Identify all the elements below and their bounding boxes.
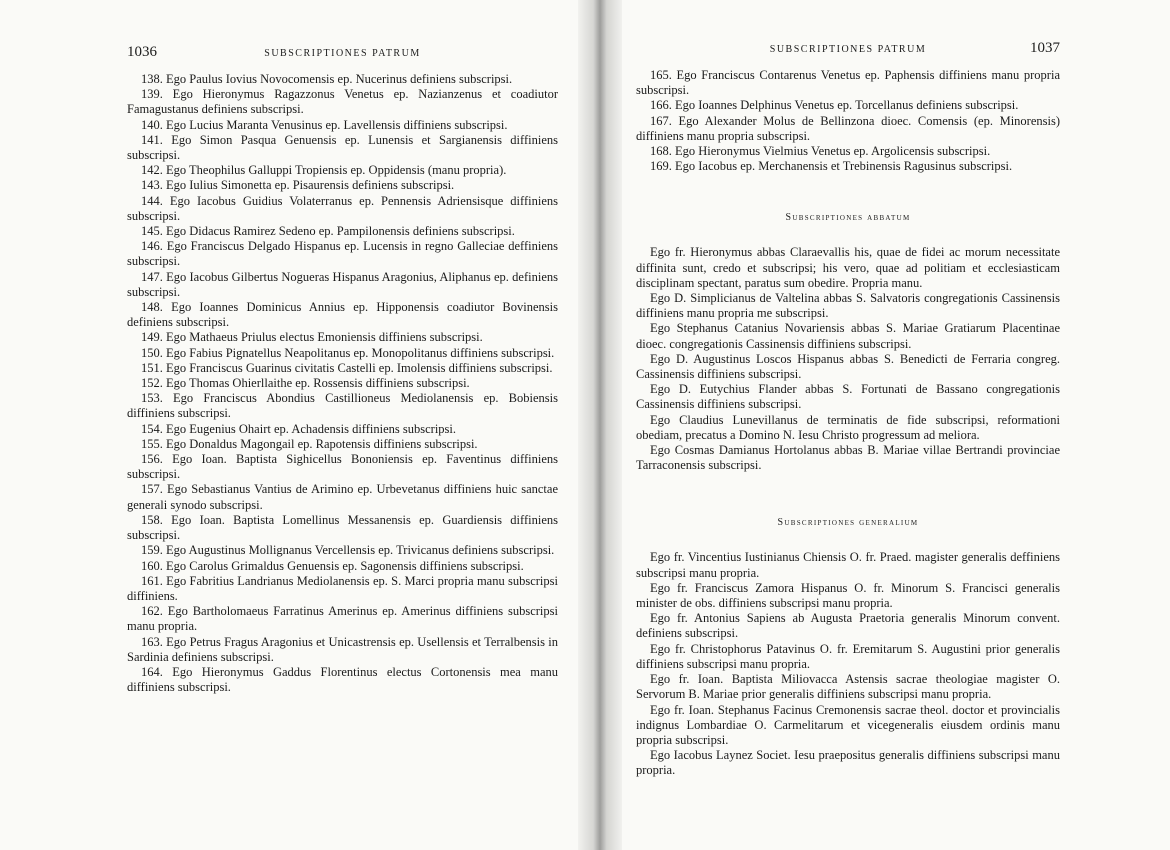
general-entry: Ego fr. Antonius Sapiens ab Augusta Praetoria generalis Minorum convent. definiens subscripsi. — [636, 611, 1060, 641]
right-entries — [636, 68, 1060, 174]
subscription-entry: 157. Ego Sebastianus Vantius de Arimino ep. Urbevetanus diffiniens huic sanctae generali synodo subscripsi. — [127, 482, 558, 512]
subscription-entry: 146. Ego Franciscus Delgado Hispanus ep. Lucensis in regno Galleciae deffiniens subscripsi. — [127, 239, 558, 269]
subscription-entry: 154. Ego Eugenius Ohairt ep. Achadensis diffiniens subscripsi. — [141, 421, 457, 436]
left-entries — [127, 72, 558, 695]
abbot-entry: Ego Stephanus Catanius Novariensis abbas S. Mariae Gratiarum Placentinae dioec. congregationis Cassinensis diffiniens subscripsi. — [636, 321, 1060, 351]
subscription-entry: 168. Ego Hieronymus Vielmius Venetus ep. Argolicensis subscripsi. — [650, 144, 991, 159]
right-page-header — [636, 40, 1060, 68]
subscription-entry: 156. Ego Ioan. Baptista Sighicellus Bononiensis ep. Faventinus diffiniens subscripsi. — [127, 452, 558, 482]
right-page — [620, 0, 1170, 850]
subscription-entry: 144. Ego Iacobus Guidius Volaterranus ep. Pennensis Adriensisque diffiniens subscripsi. — [127, 193, 558, 223]
subscription-entry: 142. Ego Theophilus Galluppi Tropiensis ep. Oppidensis (manu propria). — [141, 163, 507, 178]
subscription-entry: 159. Ego Augustinus Mollignanus Vercellensis ep. Trivicanus definiens subscripsi. — [141, 543, 555, 558]
abbot-entry: Ego Claudius Lunevillanus de terminatis de fide subscripsi, reformationi obediam, precatus a Domino N. Iesu Christo progressum ad meliora. — [636, 412, 1060, 442]
subscription-entry: 139. Ego Hieronymus Ragazzonus Venetus ep. Nazianzenus et coadiutor Famagustanus definiens subscripsi. — [127, 87, 558, 117]
general-entry: Ego fr. Christophorus Patavinus O. fr. Eremitarum S. Augustini prior generalis diffiniens subscripsi manu propria. — [636, 641, 1060, 671]
general-entry: Ego fr. Ioan. Baptista Miliovacca Astensis sacrae theologiae magister O. Servorum B. Mariae prior generalis diffiniens subscripsi manu propria. — [636, 672, 1060, 702]
subscription-entry: 166. Ego Ioannes Delphinus Venetus ep. Torcellanus definiens subscripsi. — [650, 98, 1019, 113]
subscription-entry: 145. Ego Didacus Ramirez Sedeno ep. Pampilonensis definiens subscripsi. — [141, 224, 515, 239]
generalium-entries — [636, 550, 1060, 778]
subscription-entry: 138. Ego Paulus Iovius Novocomensis ep. Nucerinus definiens subscripsi. — [141, 72, 513, 86]
subscription-entry: 148. Ego Ioannes Dominicus Annius ep. Hipponensis coadiutor Bovinensis definiens subscripsi. — [127, 300, 558, 330]
subscription-entry: 160. Ego Carolus Grimaldus Genuensis ep. Sagonensis diffiniens subscripsi. — [141, 558, 524, 573]
subscription-entry: 153. Ego Franciscus Abondius Castillioneus Mediolanensis ep. Bobiensis diffiniens subscripsi. — [127, 391, 558, 421]
subscription-entry: 169. Ego Iacobus ep. Merchanensis et Trebinensis Ragusinus subscripsi. — [650, 159, 1013, 174]
subscription-entry: 143. Ego Iulius Simonetta ep. Pisaurensis definiens subscripsi. — [141, 178, 455, 193]
subscription-entry: 140. Ego Lucius Maranta Venusinus ep. Lavellensis diffiniens subscripsi. — [141, 117, 508, 132]
abbot-entry: Ego D. Eutychius Flander abbas S. Fortunati de Bassano congregationis Cassinensis diffiniens subscripsi. — [636, 382, 1060, 412]
subscription-entry: 167. Ego Alexander Molus de Bellinzona dioec. Comensis (ep. Minorensis) diffiniens manu propria subscripsi. — [636, 113, 1060, 143]
abbot-entry: Ego D. Simplicianus de Valtelina abbas S. Salvatoris congregationis Cassinensis diffiniens manu propria me subscripsi. — [636, 291, 1060, 321]
subscription-entry: 162. Ego Bartholomaeus Farratinus Amerinus ep. Amerinus diffiniens subscripsi manu propria. — [127, 604, 558, 634]
subscription-entry: 155. Ego Donaldus Magongail ep. Rapotensis diffiniens subscripsi. — [141, 436, 478, 451]
abbot-entry: Ego fr. Hieronymus abbas Claraevallis his, quae de fidei ac morum necessitate diffinita sunt, credo et subscripsi; his vero, quae ad politiam et ecclesiasticam disciplinam spectant, paratus sum obedire. Propria manu. — [636, 245, 1060, 290]
subscription-entry: 151. Ego Franciscus Guarinus civitatis Castelli ep. Imolensis diffiniens subscripsi. — [141, 360, 553, 375]
subscription-entry: 165. Ego Franciscus Contarenus Venetus ep. Paphensis diffiniens manu propria subscripsi. — [636, 68, 1060, 98]
subscription-entry: 163. Ego Petrus Fragus Aragonius et Unicastrensis ep. Usellensis et Terralbensis in Sardinia definiens subscripsi. — [127, 634, 558, 664]
abbatum-entries — [636, 245, 1060, 473]
subscription-entry: 149. Ego Mathaeus Priulus electus Emoniensis diffiniens subscripsi. — [141, 330, 483, 345]
subscription-entry: 164. Ego Hieronymus Gaddus Florentinus electus Cortonensis mea manu diffiniens subscripsi. — [127, 664, 558, 695]
left-page-number: 1036 — [127, 44, 157, 60]
left-page-header — [127, 44, 558, 72]
right-running-head: SUBSCRIPTIONES PATRUM — [769, 44, 927, 55]
abbot-entry: Ego Cosmas Damianus Hortolanus abbas B. Mariae villae Bertrandi provinciae Tarraconensis subscripsi. — [636, 443, 1060, 473]
subscription-entry: 141. Ego Simon Pasqua Genuensis ep. Lunensis et Sargianensis diffiniens subscripsi. — [127, 132, 558, 163]
general-entry: Ego fr. Ioan. Stephanus Facinus Cremonensis sacrae theol. doctor et provincialis indignus Lombardiae O. Carmelitarum et vicegeneralis eiusdem ordinis manu propria subscripsi. — [636, 702, 1060, 747]
subscription-entry: 150. Ego Fabius Pignatellus Neapolitanus ep. Monopolitanus diffiniens subscripsi. — [141, 345, 555, 360]
general-entry: Ego fr. Vincentius Iustinianus Chiensis O. fr. Praed. magister generalis deffiniens subscripsi manu propria. — [636, 550, 1060, 580]
left-page — [0, 0, 580, 850]
subscription-entry: 161. Ego Fabritius Landrianus Mediolanensis ep. S. Marci propria manu subscripsi diffiniens. — [127, 573, 558, 603]
abbot-entry: Ego D. Augustinus Loscos Hispanus abbas S. Benedicti de Ferraria congreg. Cassinensis diffiniens subscripsi. — [636, 351, 1060, 382]
general-entry: Ego fr. Franciscus Zamora Hispanus O. fr. Minorum S. Francisci generalis minister de obs. diffiniens subscripsi manu propria. — [636, 580, 1060, 611]
left-running-head: SUBSCRIPTIONES PATRUM — [264, 48, 421, 59]
subscription-entry: 152. Ego Thomas Ohierllaithe ep. Rossensis diffiniens subscripsi. — [141, 376, 470, 391]
right-page-number: 1037 — [1029, 40, 1060, 56]
generalium-section-title: Subscriptiones generalium — [777, 517, 919, 529]
subscription-entry: 147. Ego Iacobus Gilbertus Nogueras Hispanus Aragonius, Aliphanus ep. definiens subscripsi. — [127, 269, 558, 299]
general-entry: Ego Iacobus Laynez Societ. Iesu praepositus generalis diffiniens subscripsi manu propria. — [636, 748, 1060, 778]
book-gutter — [578, 0, 622, 850]
subscription-entry: 158. Ego Ioan. Baptista Lomellinus Messanensis ep. Guardiensis diffiniens subscripsi. — [127, 512, 558, 543]
abbatum-section-title: Subscriptiones abbatum — [785, 212, 911, 224]
